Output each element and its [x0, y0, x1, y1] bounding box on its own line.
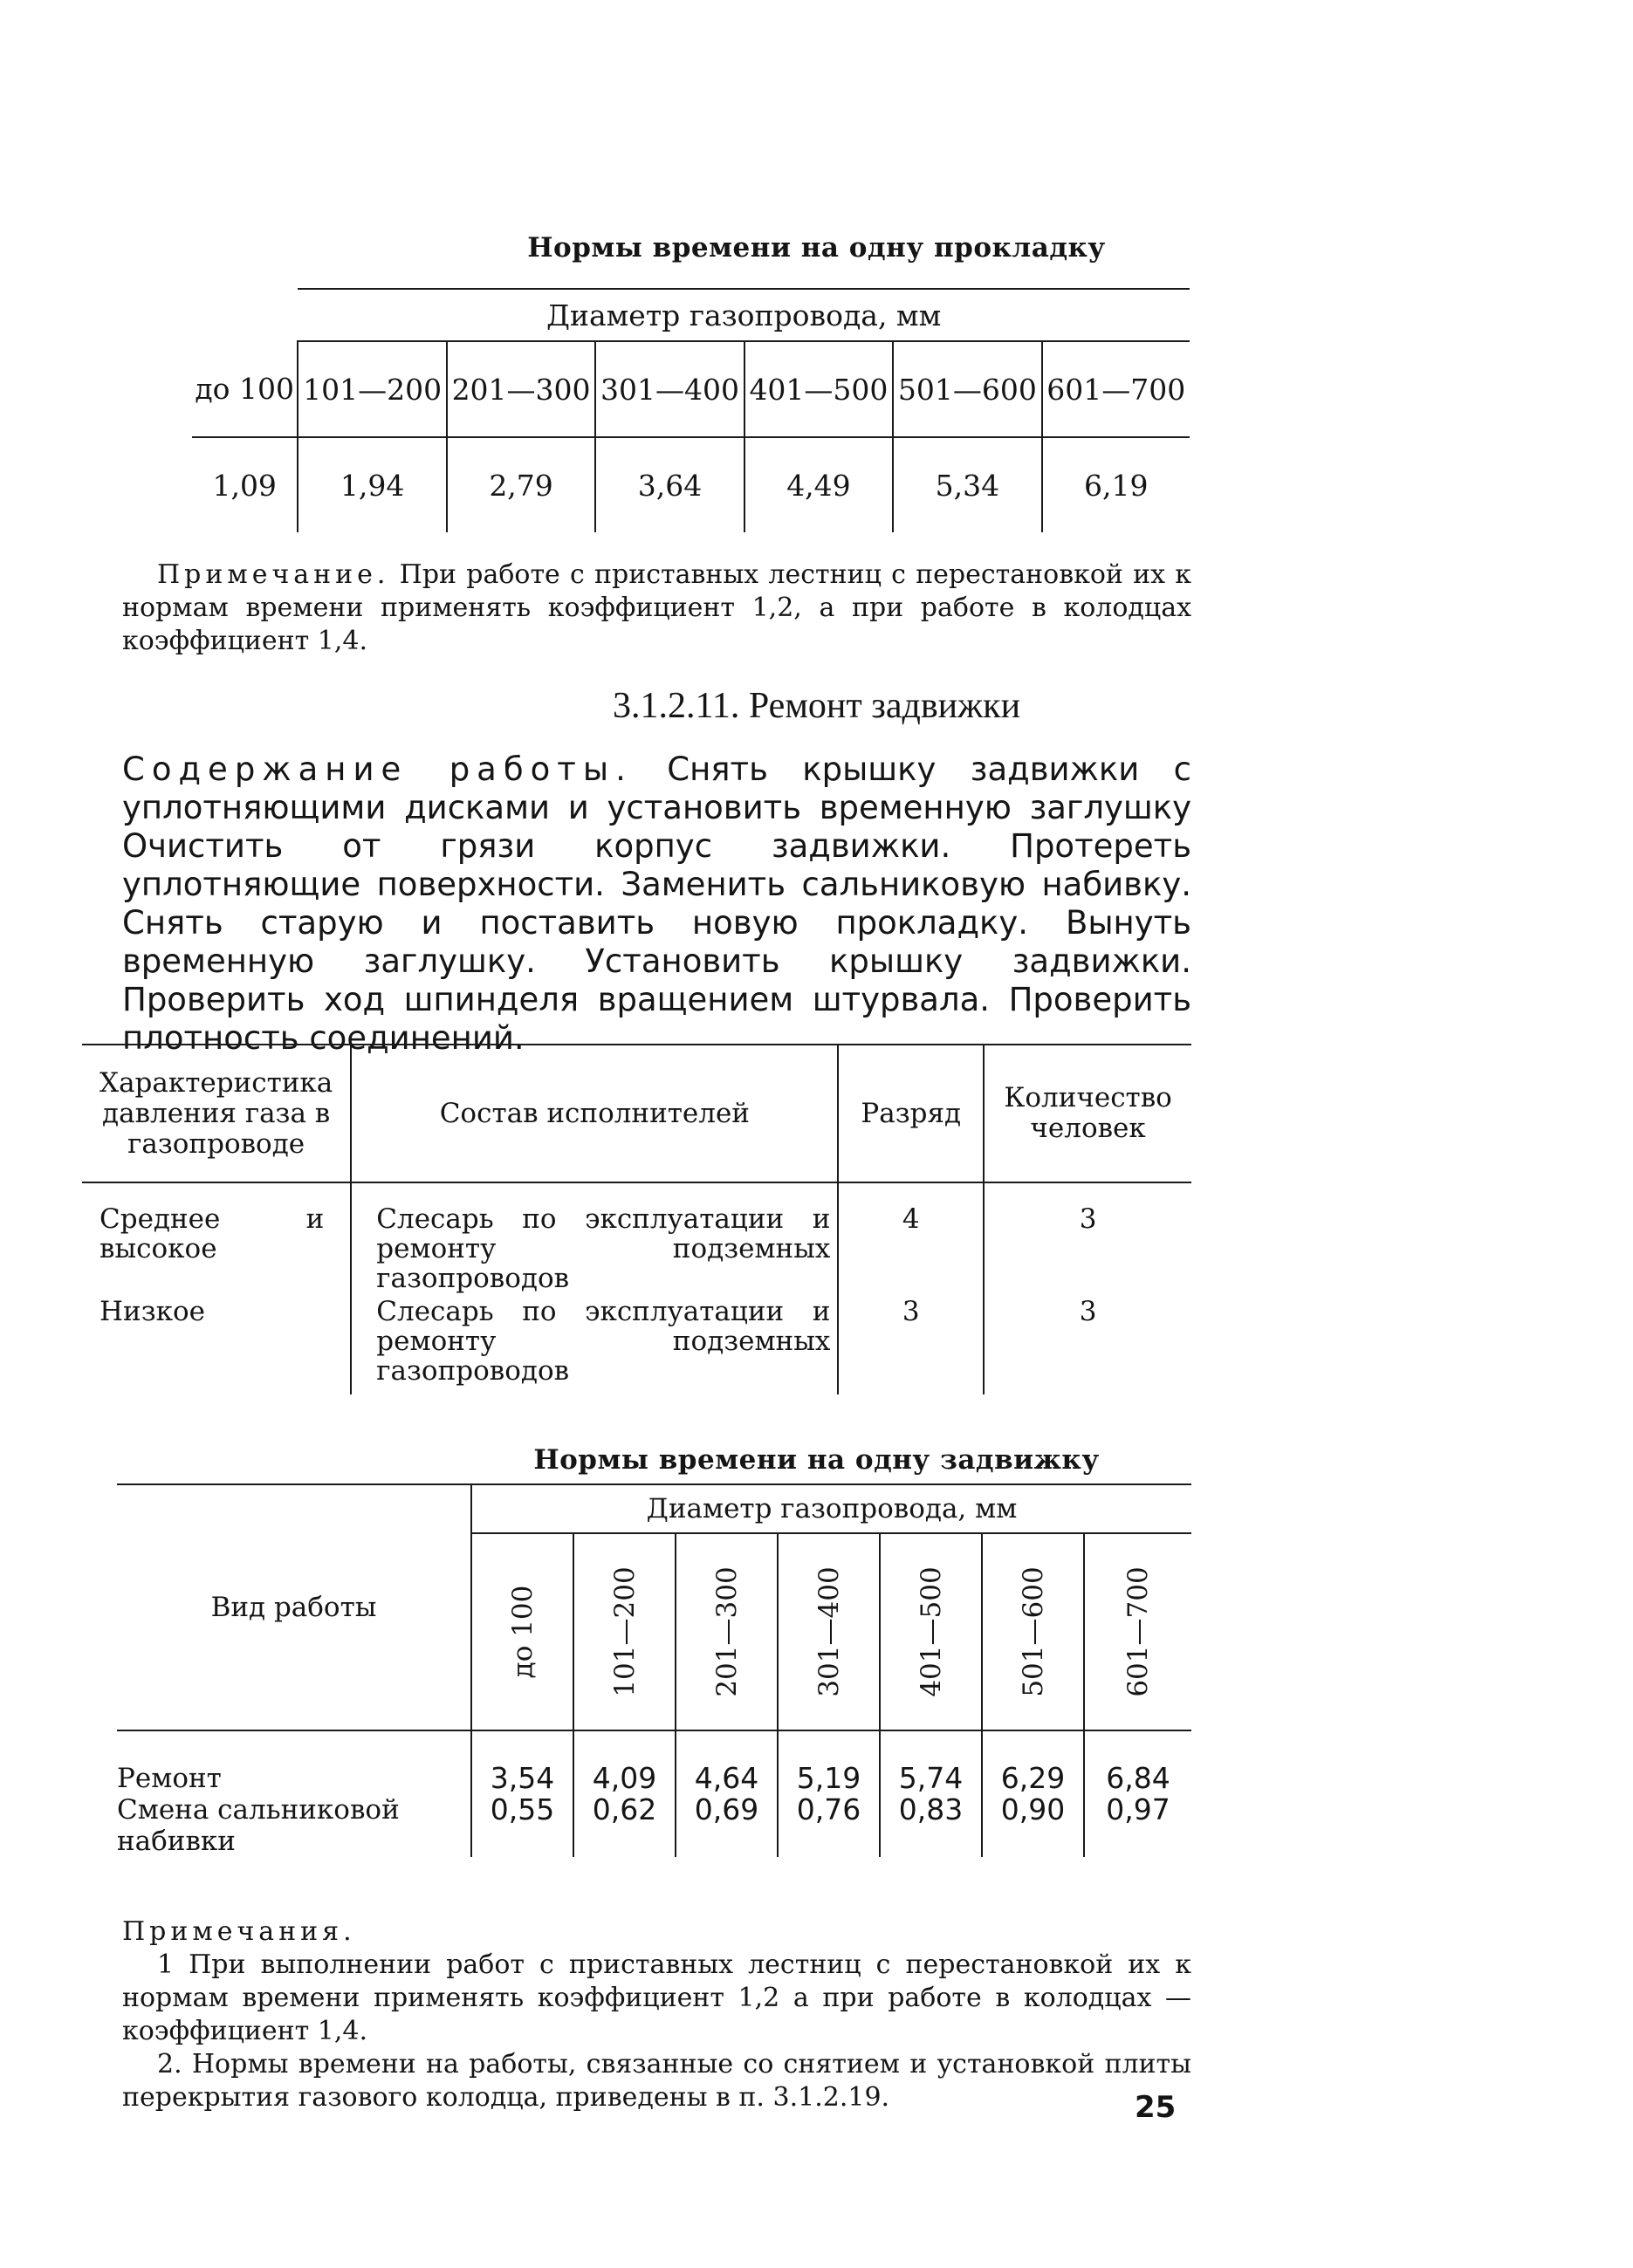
- work-content: [122, 750, 1191, 1058]
- norm-cell: 4,64 0,69: [676, 1730, 778, 1857]
- range-cell: 601—700: [1084, 1533, 1191, 1730]
- header-grade: Разряд: [838, 1045, 984, 1182]
- diameter-header: Диаметр газопровода, мм: [298, 289, 1190, 341]
- work-names: [117, 1730, 471, 1857]
- table3-caption: Нормы времени на одну задвижку: [533, 1444, 1100, 1476]
- content-text: Снять крышку задвижки с уплотняющими дисками и установить временную заглушку Очистить от грязи корпус задвижки. Протереть уплотняющие поверхности. Заменить сальниковую набивку. Снять старую и поставить новую прокладку. Вынуть временную заглушку. Установить крышку задвижки. Проверить ход шпинделя вращением штурвала. Проверить плотность соединений.: [122, 750, 1192, 1057]
- value-cell: 4,49: [744, 437, 893, 532]
- value-cell: 1,94: [298, 437, 446, 532]
- norm-cell: 5,19 0,76: [778, 1730, 880, 1857]
- range-cell: 401—500: [880, 1533, 982, 1730]
- staff-cell: Слесарь по эксплуатации и ремонту подземных газопроводов: [351, 1182, 838, 1293]
- section-title: 3.1.2.11. Ремонт задвижки: [612, 686, 1021, 726]
- value-cell: 2,79: [447, 437, 595, 532]
- range-cell: 301—400: [595, 341, 744, 437]
- note-text: При работе с приставных лестниц с перестановкой их к нормам времени применять коэффициент 1,2, а при работе в колодцах коэффициент 1,4.: [122, 559, 1191, 656]
- norm-cell: 5,74 0,83: [880, 1730, 982, 1857]
- range-cell: 101—200: [298, 341, 446, 437]
- range-cell: до 100: [471, 1533, 573, 1730]
- range-cell: 301—400: [778, 1533, 880, 1730]
- grade-cell: 3: [838, 1293, 984, 1394]
- range-cell: 401—500: [744, 341, 893, 437]
- note-label: Примечание.: [157, 559, 390, 590]
- work-name: Смена сальниковой набивки: [117, 1794, 400, 1857]
- norm-cell: 4,09 0,62: [573, 1730, 676, 1857]
- valve-norms-table: [117, 1483, 1191, 1857]
- pressure-cell: Низкое: [99, 1296, 205, 1327]
- table1-caption: Нормы времени на одну прокладку: [527, 232, 1106, 264]
- value-cell: 6,19: [1042, 437, 1190, 532]
- norm-cell: 6,84 0,97: [1084, 1730, 1191, 1857]
- grade-cell: 4: [838, 1182, 984, 1293]
- note-item: 2. Нормы времени на работы, связанные со снятием и установкой плиты перекрытия газового колодца, приведены в п. 3.1.2.19.: [122, 2049, 1191, 2113]
- range-cell: 501—600: [893, 341, 1041, 437]
- header-staff: Состав исполнителей: [351, 1045, 838, 1182]
- gasket-norms-table: [192, 288, 1190, 532]
- range-cell: 201—300: [676, 1533, 778, 1730]
- note-1: [122, 558, 1191, 658]
- norm-cell: 3,54 0,55: [471, 1730, 573, 1857]
- norm-cell: 6,29 0,90: [982, 1730, 1084, 1857]
- work-name: Ремонт: [117, 1763, 222, 1794]
- diameter-header: Диаметр газопровода, мм: [471, 1484, 1191, 1533]
- content-lead: Содержание работы.: [122, 750, 633, 788]
- value-cell: 3,64: [595, 437, 744, 532]
- range-cell: 601—700: [1042, 341, 1190, 437]
- page-number: 25: [1135, 2090, 1177, 2125]
- header-count: Количество человек: [984, 1045, 1191, 1182]
- staff-cell: Слесарь по эксплуатации и ремонту подземных газопроводов: [351, 1293, 838, 1394]
- range-cell: 201—300: [447, 341, 595, 437]
- header-work-type: Вид работы: [117, 1484, 471, 1730]
- value-cell: 1,09: [212, 468, 277, 503]
- value-cell: 5,34: [893, 437, 1041, 532]
- count-cell: 3: [984, 1293, 1191, 1394]
- range-cell: 501—600: [982, 1533, 1084, 1730]
- header-pressure: Характеристика давления газа в газопроводе: [82, 1045, 351, 1182]
- notes-2: [122, 1915, 1191, 2114]
- count-cell: 3: [984, 1182, 1191, 1293]
- crew-table: [82, 1044, 1191, 1394]
- pressure-cell: Среднее и высокое: [99, 1203, 325, 1264]
- range-cell: до 100: [192, 341, 298, 437]
- notes-label: Примечания.: [122, 1916, 356, 1947]
- note-item: 1 При выполнении работ с приставных лестниц с перестановкой их к нормам времени применять коэффициент 1,2 а при работе в колодцах — коэффициент 1,4.: [122, 1949, 1191, 2046]
- range-cell: 101—200: [573, 1533, 676, 1730]
